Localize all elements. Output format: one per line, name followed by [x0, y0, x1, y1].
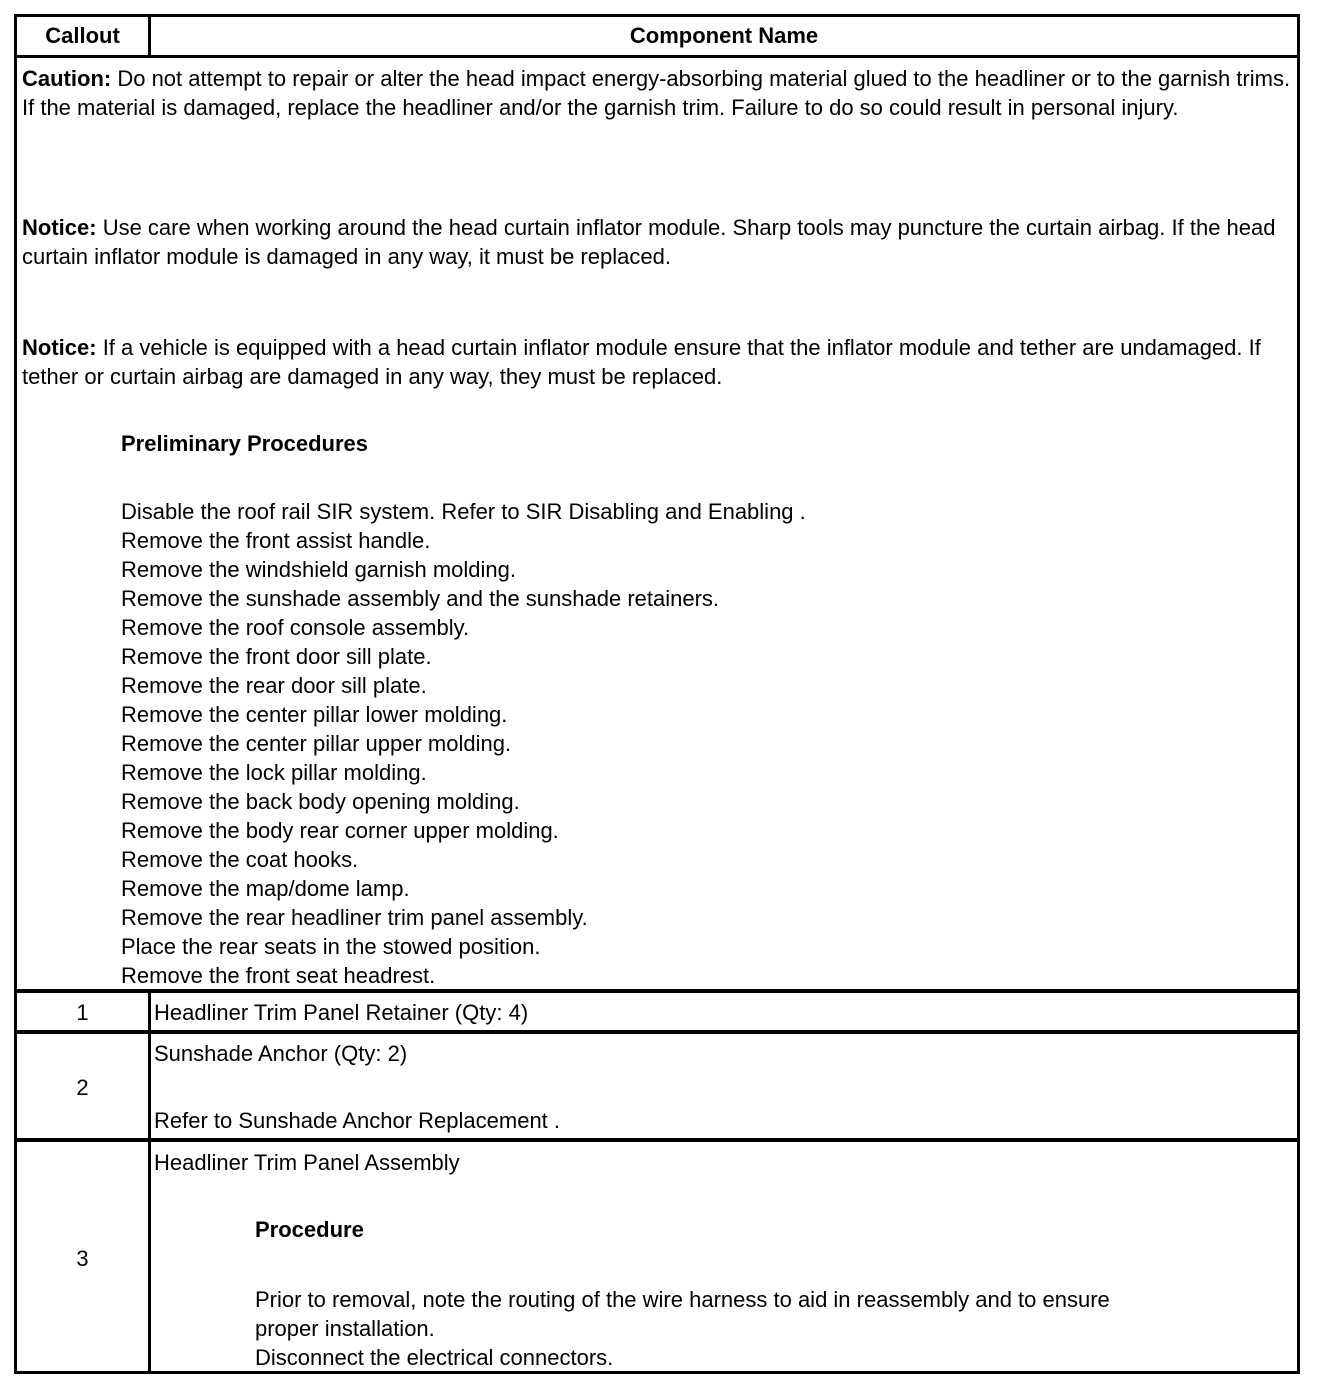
prelim-step: Remove the roof console assembly.: [121, 615, 470, 640]
row3-callout: 3: [76, 1246, 89, 1271]
notice-label-1: Notice:: [22, 215, 97, 240]
row1-divider: [148, 993, 151, 1031]
prelim-step: Place the rear seats in the stowed position.: [121, 934, 541, 959]
caution-note: [22, 64, 1292, 122]
header-divider: [148, 17, 151, 55]
notice-text-2: If a vehicle is equipped with a head curtain inflator module ensure that the inflator module and tether are undamaged. If tether or curtain airbag are damaged in any way, they must be replaced.: [22, 335, 1261, 389]
row3-component-name: Headliner Trim Panel Assembly: [154, 1150, 460, 1175]
prelim-step: Remove the coat hooks.: [121, 847, 359, 872]
row1-component-name: Headliner Trim Panel Retainer (Qty: 4): [154, 1000, 529, 1025]
row3-divider: [148, 1142, 151, 1374]
procedure-table: [14, 14, 1300, 1374]
preliminary-steps-list: [121, 497, 1281, 990]
prelim-step: Remove the rear headliner trim panel assembly.: [121, 905, 588, 930]
prelim-step: Disable the roof rail SIR system. Refer to SIR Disabling and Enabling .: [121, 499, 806, 524]
row2-divider: [148, 1034, 151, 1138]
caution-label: Caution:: [22, 66, 112, 91]
prelim-step: Remove the body rear corner upper molding.: [121, 818, 559, 843]
prelim-step: Remove the lock pillar molding.: [121, 760, 427, 785]
notice-text-1: Use care when working around the head curtain inflator module. Sharp tools may puncture the curtain airbag. If the head curtain inflator module is damaged in any way, it must be replaced.: [22, 215, 1276, 269]
header-bottom-rule: [17, 55, 1297, 58]
procedure-step: Prior to removal, note the routing of the wire harness to aid in reassembly and to ensure: [255, 1287, 1110, 1312]
procedure-step: proper installation.: [255, 1316, 435, 1341]
component-name-header: Component Name: [629, 23, 819, 48]
row2-callout: 2: [76, 1075, 89, 1100]
row2-bottom-rule: [17, 1138, 1297, 1142]
prelim-step: Remove the rear door sill plate.: [121, 673, 427, 698]
preliminary-procedures-title: Preliminary Procedures: [121, 431, 369, 456]
procedure-step: Disconnect the electrical connectors.: [255, 1345, 614, 1370]
notice-note-1: [22, 213, 1292, 271]
callout-header: Callout: [45, 23, 120, 48]
row2-note: Refer to Sunshade Anchor Replacement .: [154, 1108, 561, 1133]
notice-label-2: Notice:: [22, 335, 97, 360]
caution-text: Do not attempt to repair or alter the head impact energy-absorbing material glued to the headliner or to the garnish trims. If the material is damaged, replace the headliner and/or the garnish trim. Failure to do so could result in personal injury.: [22, 66, 1291, 120]
row3-procedure-steps: [255, 1285, 1285, 1372]
notice-note-2: [22, 333, 1292, 391]
prelim-step: Remove the center pillar lower molding.: [121, 702, 508, 727]
prelim-step: Remove the front door sill plate.: [121, 644, 432, 669]
prelim-step: Remove the center pillar upper molding.: [121, 731, 512, 756]
prelim-step: Remove the windshield garnish molding.: [121, 557, 516, 582]
prelim-step: Remove the front seat headrest.: [121, 963, 436, 988]
row1-bottom-rule: [17, 1030, 1297, 1034]
prelim-step: Remove the sunshade assembly and the sunshade retainers.: [121, 586, 720, 611]
row3-procedure-title: Procedure: [255, 1217, 364, 1242]
notes-bottom-rule: [17, 989, 1297, 993]
row2-component-name: Sunshade Anchor (Qty: 2): [154, 1041, 408, 1066]
prelim-step: Remove the front assist handle.: [121, 528, 431, 553]
prelim-step: Remove the map/dome lamp.: [121, 876, 410, 901]
row1-callout: 1: [76, 1000, 89, 1025]
prelim-step: Remove the back body opening molding.: [121, 789, 520, 814]
